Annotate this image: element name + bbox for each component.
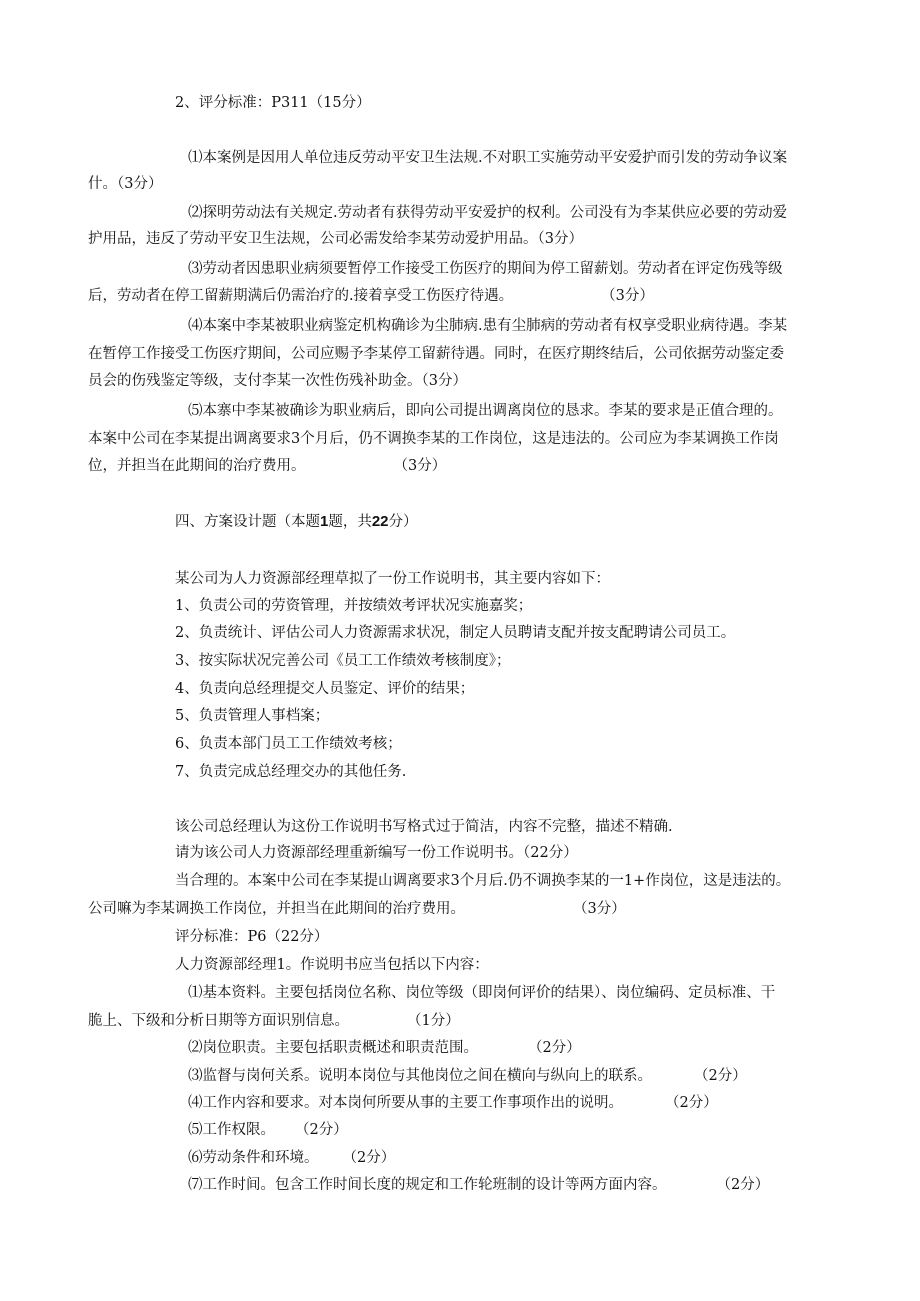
section-4-heading (175, 512, 418, 532)
scoring-item-5-text: 位，并担当在此期间的治疗费用。 (88, 458, 306, 474)
scoring-item-5-score: （3分） (393, 458, 447, 474)
answer-3-text: ⑶监督与岗何关系。说明本岗位与其他岗位之间在横向与纵向上的联系。 (188, 1068, 652, 1084)
scoring-item-1-line-1: ⑴本案例是因用人单位违反劳动平安卫生法规.不对职工实施劳动平安爱护而引发的劳动争议案 (188, 150, 788, 166)
answer-2-score: （2分） (528, 1040, 581, 1056)
answer-4 (188, 1093, 718, 1113)
section-4-heading-pre: 四、方案设计题（本题 (175, 514, 320, 530)
leftover-line-2 (88, 899, 626, 919)
scoring-item-3-line-2 (88, 286, 654, 306)
scoring-heading-p6: 评分标准：P6（22分） (175, 929, 329, 945)
leftover-score: （3分） (573, 901, 626, 917)
answer-1-line-1: ⑴基本资料。主要包括岗位名称、岗位等级（即岗何评价的结果）、岗位编码、定员标准、干 (188, 985, 776, 1001)
answer-4-score: （2分） (665, 1095, 718, 1111)
answer-2-text: ⑵岗位职责。主要包括职责概述和职责范围。 (188, 1040, 478, 1056)
section-4-heading-post: 分） (388, 514, 418, 530)
task-prompt: 请为该公司人力资源部经理重新编写一份工作说明书。（22分） (175, 845, 578, 861)
answer-6-score: （2分） (342, 1150, 396, 1166)
answer-7-text: ⑺工作时间。包含工作时间长度的规定和工作轮班制的设计等两方面内容。 (188, 1177, 667, 1193)
duty-item-1: 1、负责公司的劳资管理，并按绩效考评状况实施嘉奖； (175, 598, 533, 614)
duty-item-6: 6、负责本部门员工工作绩效考核； (175, 736, 402, 752)
answer-6-text: ⑹劳动条件和环境。 (188, 1150, 319, 1166)
answer-7 (188, 1175, 769, 1195)
scoring-item-1-line-2: 什。（3分） (88, 176, 163, 192)
duty-item-5: 5、负责管理人事档案； (175, 708, 330, 724)
duty-item-3: 3、按实际状况完善公司《员工工作绩效考核制度》； (175, 653, 511, 669)
scoring-item-4-line-3: 员会的伤残鉴定等级，支付李某一次性伤残补助金。（3分） (88, 373, 467, 389)
scoring-item-5-line-2: 本案中公司在李某提出调离要求3个月后，仍不调换李某的工作岗位，这是违法的。公司应为李某调换工作岗 (88, 431, 779, 447)
answer-3-score: （2分） (694, 1068, 747, 1084)
leftover-text: 公司嘛为李某调换工作岗位，并担当在此期间的治疗费用。 (88, 901, 465, 917)
scoring-item-3-text: 后，劳动者在停工留薪期满后仍需治疗的.接着享受工伤医疗待遇。 (88, 288, 514, 304)
answer-1-text: 脆上、下级和分析日期等方面识别信息。 (88, 1013, 349, 1029)
question-count: 1 (320, 513, 329, 530)
duty-item-2: 2、负责统计、评估公司人力资源需求状况，制定人员聘请支配并按支配聘请公司员工。 (175, 625, 736, 641)
scoring-item-3-score: （3分） (601, 288, 654, 304)
answer-5-score: （2分） (295, 1122, 348, 1138)
answer-5-text: ⑸工作权限。 (188, 1122, 275, 1138)
answer-4-text: ⑷工作内容和要求。对本岗何所要从事的主要工作事项作出的说明。 (188, 1095, 623, 1111)
scoring-item-2-line-2: 护用品，违反了劳动平安卫生法规，公司必需发给李某劳动爱护用品。（3分） (88, 231, 583, 247)
scoring-item-4-line-2: 在暂停工作接受工伤医疗期间，公司应赐予李某停工留薪待遇。同时，在医疗期终结后，公司依据劳动鉴定委 (88, 346, 784, 362)
scoring-item-5-line-3 (88, 456, 446, 476)
manager-comment: 该公司总经理认为这份工作说明书写格式过于简洁，内容不完整，描述不精确. (175, 819, 673, 835)
answer-7-score: （2分） (716, 1177, 770, 1193)
answer-6 (188, 1148, 395, 1168)
answer-intro: 人力资源部经理1。作说明书应当包括以下内容： (175, 957, 489, 973)
scoring-item-4-line-1: ⑷本案中李某被职业病鉴定机构确诊为尘肺病.患有尘肺病的劳动者有权享受职业病待遇。李某 (188, 318, 788, 334)
answer-1-score: （1分） (407, 1013, 460, 1029)
leftover-line-1: 当合理的。本案中公司在李某提山调离要求3个月后.仍不调换李某的一1+作岗位，这是违法的。 (175, 873, 791, 889)
answer-2 (188, 1038, 581, 1058)
scoring-item-3-line-1: ⑶劳动者因患职业病须要暂停工作接受工伤医疗的期间为停工留薪划。劳动者在评定伤残等级 (188, 261, 783, 277)
case-intro: 某公司为人力资源部经理草拟了一份工作说明书，其主要内容如下： (175, 571, 610, 587)
duty-item-4: 4、负责向总经理提交人员鉴定、评价的结果； (175, 681, 475, 697)
answer-3 (188, 1066, 747, 1086)
duty-item-7: 7、负责完成总经理交办的其他任务. (175, 764, 407, 780)
scoring-item-5-line-1: ⑸本寨中李某被确诊为职业病后，即向公司提出调离岗位的恳求。李某的要求是正值合理的。 (188, 403, 783, 419)
answer-5 (188, 1120, 348, 1140)
scoring-item-2-line-1: ⑵探明劳动法有关规定.劳动者有获得劳动平安爱护的权利。公司没有为李某供应必要的劳动爱 (188, 205, 788, 221)
section-4-heading-mid: 题，共 (328, 514, 372, 530)
total-score: 22 (371, 513, 389, 530)
answer-1-line-2 (88, 1011, 460, 1031)
scoring-heading: 2、评分标准：P311（15分） (175, 95, 371, 111)
